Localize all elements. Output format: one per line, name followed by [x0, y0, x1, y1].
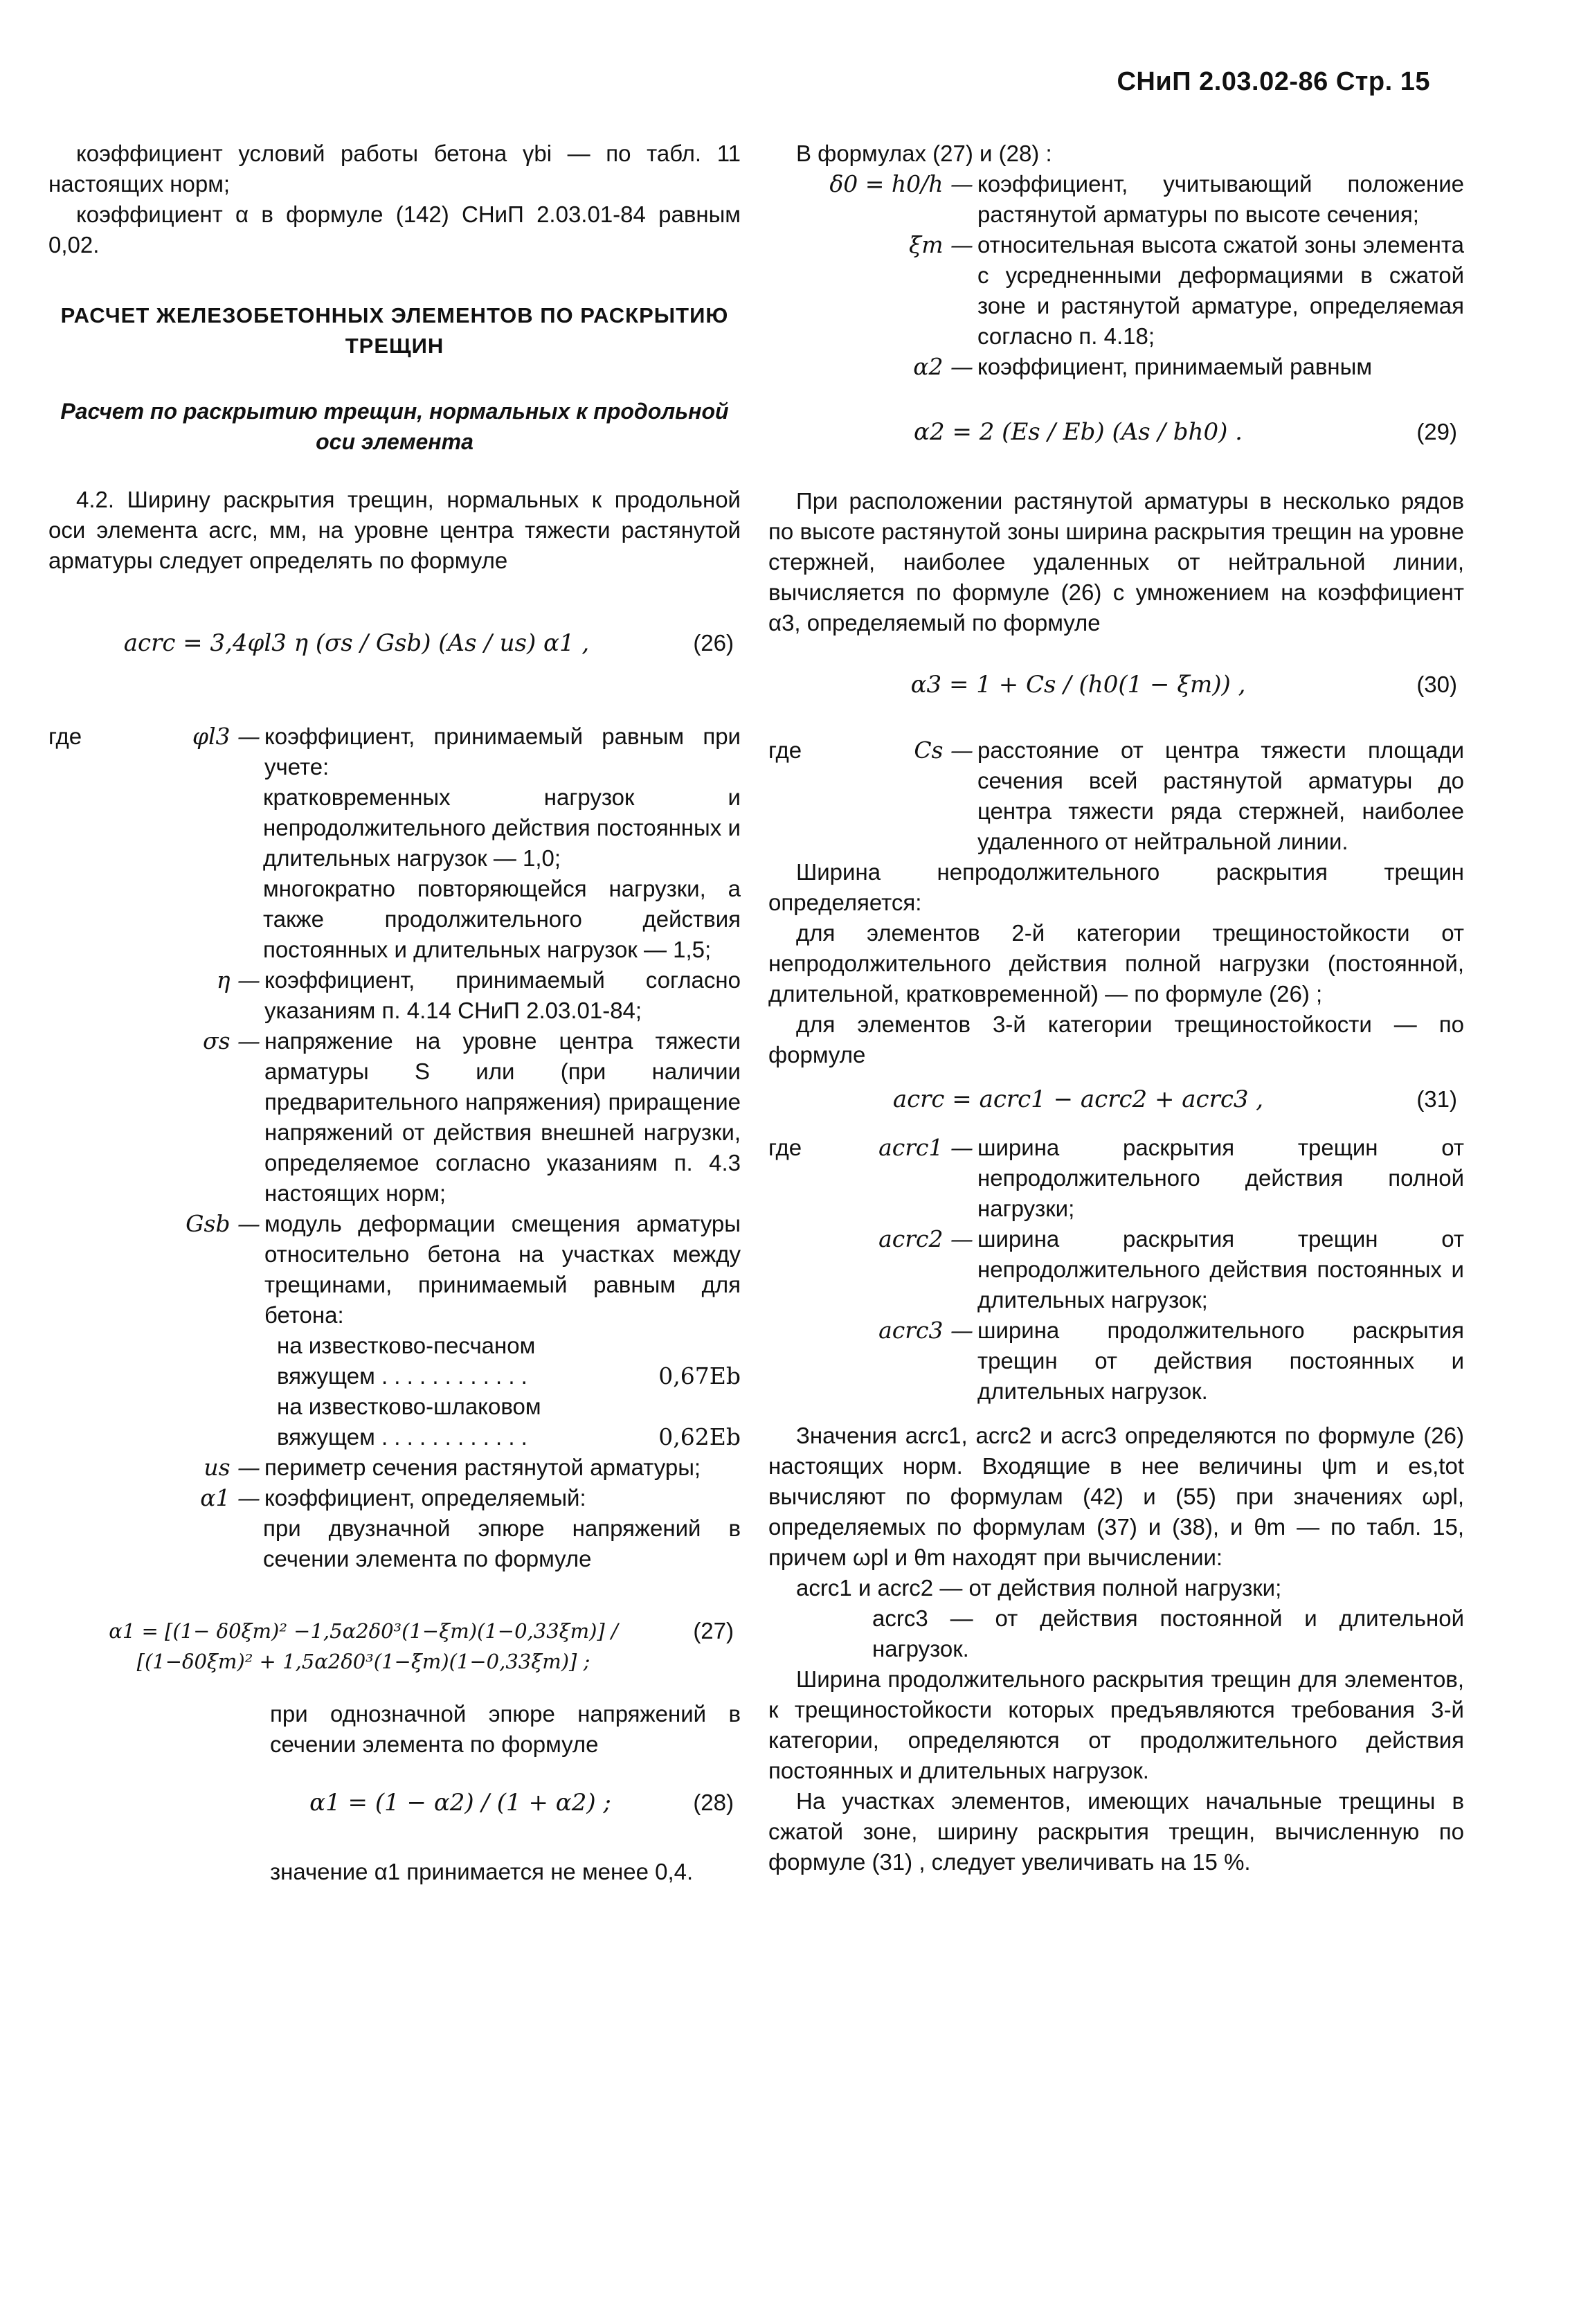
paragraph: acrc1 и acrc2 — от действия полной нагрузки;	[796, 1575, 1282, 1601]
sublist-item: при двузначной эпюре напряжений в сечении элемента по формуле	[263, 1515, 741, 1571]
definition-item	[768, 1133, 1464, 1224]
leader-line	[277, 1361, 741, 1391]
symbol: acrc1 —	[878, 1134, 973, 1161]
formula-29	[768, 396, 1464, 472]
definition-text: ширина раскрытия трещин от непродолжительного действия постоянных и длительных нагрузок;	[977, 1226, 1464, 1313]
paragraph: Ширина непродолжительного раскрытия трещин определяется:	[768, 859, 1464, 915]
paragraph: для элементов 3-й категории трещиностойкости — по формуле	[768, 1011, 1464, 1068]
definition-text: коэффициент, принимаемый равным	[977, 354, 1373, 379]
sublist-item: на известково-шлаковом	[277, 1394, 541, 1419]
symbol: α2 —	[913, 353, 973, 380]
definition-text: периметр сечения растянутой арматуры;	[264, 1454, 701, 1480]
sublist-item: на известково-песчаном	[277, 1333, 536, 1358]
where-label: где	[48, 723, 82, 749]
definition-item	[48, 965, 741, 1026]
definition-item	[768, 352, 1464, 382]
leader-label: вяжущем . . . . . . . . . . . .	[277, 1363, 527, 1389]
definition-text: относительная высота сжатой зоны элемента с усредненными деформациями в сжатой зоне и растянутой арматуре, определяемая согласно п. 4.18;	[977, 232, 1464, 349]
sublist	[263, 1513, 741, 1574]
definition-item	[768, 230, 1464, 352]
formula-number: (29)	[1416, 419, 1457, 444]
symbol: Gsb —	[186, 1210, 260, 1237]
symbol: acrc3 —	[878, 1317, 973, 1344]
definition-item	[48, 1026, 741, 1209]
leader-value: 0,62Eb	[658, 1423, 741, 1450]
definition-item	[48, 1452, 741, 1483]
definition-text: коэффициент, принимаемый согласно указаниям п. 4.14 СНиП 2.03.01-84;	[264, 967, 741, 1023]
where-label: где	[768, 1135, 802, 1160]
definition-item	[48, 721, 741, 782]
sublist	[270, 1699, 741, 1760]
paragraph: значение α1 принимается не менее 0,4.	[270, 1859, 694, 1884]
paragraph: для элементов 2-й категории трещиностойкости от непродолжительного действия полной нагрузки (постоянной, длительной, кратковременной) — по формуле (26) ;	[768, 920, 1464, 1007]
definition-text: расстояние от центра тяжести площади сечения всей растянутой арматуры до центра тяжести ряда стержней, наиболее удаленного от нейтральной линии.	[977, 737, 1464, 854]
symbol: φl3 —	[192, 723, 260, 750]
definition-text: модуль деформации смещения арматуры относительно бетона на участках между трещинами, принимаемый равным для бетона:	[264, 1211, 741, 1328]
sublist-item: кратковременных нагрузок и непродолжительного действия постоянных и длительных нагрузок — 1,0;	[263, 784, 741, 871]
formula-expression: α2 = 2 (Es / Eb) (As / bh0) .	[914, 418, 1243, 446]
symbol: Cs —	[914, 737, 973, 764]
formula-expression: acrc = 3,4φl3 η (σs / Gsb) (As / us) α1 ,	[123, 629, 590, 657]
symbol: σs —	[203, 1027, 260, 1054]
paragraph: при однозначной эпюре напряжений в сечении элемента по формуле	[270, 1701, 741, 1757]
subsection-heading: Расчет по раскрытию трещин, нормальных к продольной оси элемента	[60, 399, 729, 454]
symbol: α1 —	[200, 1484, 260, 1511]
formula-expression: α1 = [(1− δ0ξm)² −1,5α2δ0³(1−ξm)(1−0,33ξm)] / [(1−δ0ξm)² + 1,5α2δ0³(1−ξm)(1−0,33ξm)] ;	[109, 1619, 618, 1673]
definition-item	[768, 169, 1464, 230]
paragraph: В формулах (27) и (28) :	[796, 141, 1052, 166]
symbol: us —	[204, 1454, 260, 1481]
definition-item	[768, 735, 1464, 857]
formula-number: (27)	[693, 1618, 734, 1643]
section-heading: РАСЧЕТ ЖЕЛЕЗОБЕТОННЫХ ЭЛЕМЕНТОВ ПО РАСКРЫТИЮ ТРЕЩИН	[60, 303, 729, 358]
leader-label: вяжущем . . . . . . . . . . . .	[277, 1424, 527, 1450]
formula-number: (31)	[1416, 1086, 1457, 1112]
formula-26	[48, 604, 741, 694]
formula-31	[768, 1077, 1464, 1126]
formula-expression: acrc = acrc1 − acrc2 + acrc3 ,	[892, 1086, 1264, 1113]
formula-number: (28)	[693, 1790, 734, 1815]
formula-expression: α1 = (1 − α2) / (1 + α2) ;	[309, 1789, 611, 1817]
paragraph: 4.2. Ширину раскрытия трещин, нормальных к продольной оси элемента acrc, мм, на уровне центра тяжести растянутой арматуры следует определять по формуле	[48, 487, 741, 573]
definition-item	[48, 1209, 741, 1331]
paragraph: При расположении растянутой арматуры в несколько рядов по высоте растянутой зоны ширина раскрытия трещин на уровне стержней, наиболее удаленных от нейтральной линии, вычисляется по формуле (26) с умножением на коэффициент α3, определяемый по формуле	[768, 488, 1464, 636]
where-label: где	[768, 737, 802, 763]
symbol: η —	[216, 966, 260, 993]
left-column	[48, 138, 741, 1887]
formula-number: (26)	[693, 630, 734, 656]
sublist	[277, 1331, 741, 1361]
definition-item	[768, 1315, 1464, 1407]
right-column	[768, 138, 1464, 1877]
definition-text: ширина раскрытия трещин от непродолжительного действия полной нагрузки;	[977, 1135, 1464, 1221]
leader-value: 0,67Eb	[658, 1362, 741, 1389]
definition-text: коэффициент, учитывающий положение растянутой арматуры по высоте сечения;	[977, 171, 1464, 227]
paragraph: коэффициент α в формуле (142) СНиП 2.03.01-84 равным 0,02.	[48, 201, 741, 258]
definition-text: коэффициент, принимаемый равным при учете:	[264, 723, 741, 780]
formula-27	[48, 1595, 741, 1678]
sublist-item: многократно повторяющейся нагрузки, а также продолжительного действия постоянных и длительных нагрузок — 1,5;	[263, 876, 741, 962]
symbol: ξm —	[909, 231, 973, 258]
formula-number: (30)	[1416, 672, 1457, 697]
sublist	[277, 1391, 741, 1422]
sublist	[270, 1857, 741, 1887]
definitions	[48, 721, 741, 1574]
symbol: δ0 = h0/h —	[829, 170, 973, 197]
symbol: acrc2 —	[878, 1225, 973, 1252]
paragraph: Значения acrc1, acrc2 и acrc3 определяются по формуле (26) настоящих норм. Входящие в нее величины ψm и es,tot вычисляют по формулам (42) и (55) при значениях ωpl, определяемых по формулам (37) и (38), и θm — по табл. 15, причем ωpl и θm находят при вычислении:	[768, 1423, 1464, 1570]
leader-line	[277, 1422, 741, 1452]
paragraph: acrc3 — от действия постоянной и длительной нагрузок.	[872, 1605, 1464, 1661]
paragraph: На участках элементов, имеющих начальные трещины в сжатой зоне, ширину раскрытия трещин, вычисленную по формуле (31) , следует увеличивать на 15 %.	[768, 1788, 1464, 1875]
sublist	[263, 782, 741, 965]
formula-28	[48, 1774, 741, 1843]
paragraph: Ширина продолжительного раскрытия трещин для элементов, к трещиностойкости которых предъявляются требования 3-й категории, определяются от продолжительного действия постоянных и длительных нагрузок.	[768, 1666, 1464, 1783]
definition-text: ширина продолжительного раскрытия трещин от действия постоянных и длительных нагрузок.	[977, 1317, 1464, 1404]
paragraph: коэффициент условий работы бетона γbi — по табл. 11 настоящих норм;	[48, 141, 741, 197]
definition-text: напряжение на уровне центра тяжести арматуры S или (при наличии предварительного напряжения) приращение напряжений от действия внешней нагрузки, определяемое согласно указаниям п. 4.3 настоящих норм;	[264, 1028, 741, 1206]
definition-text: коэффициент, определяемый:	[264, 1485, 586, 1511]
definition-item	[768, 1224, 1464, 1315]
formula-expression: α3 = 1 + Cs / (h0(1 − ξm)) ,	[910, 671, 1246, 699]
formula-30	[768, 652, 1464, 721]
page-header: СНиП 2.03.02-86 Стр. 15	[1117, 67, 1430, 96]
definition-item	[48, 1483, 741, 1513]
